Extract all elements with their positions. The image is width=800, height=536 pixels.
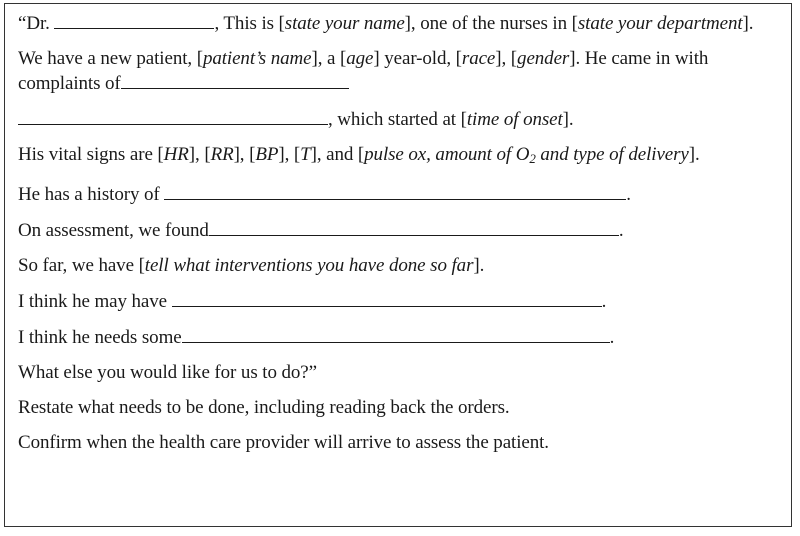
doctor-name-blank bbox=[54, 11, 214, 29]
complaints-continued-blank bbox=[18, 107, 328, 125]
patient-text: ], a [ bbox=[311, 48, 347, 69]
greeting-text: ], one of the nurses in [ bbox=[404, 13, 578, 34]
request-line bbox=[18, 361, 783, 385]
placeholder-interventions: tell what interventions you have done so far bbox=[144, 255, 474, 276]
complaints-blank bbox=[121, 71, 349, 89]
patient-text: ] year-old, [ bbox=[373, 48, 462, 69]
assessment-blank bbox=[209, 218, 619, 236]
greeting-text: ]. bbox=[742, 13, 754, 34]
placeholder-age: age bbox=[346, 48, 374, 69]
onset-text: ]. bbox=[562, 109, 574, 130]
diagnosis-text: . bbox=[601, 291, 607, 312]
placeholder-race: race bbox=[461, 48, 496, 69]
vitals-text: ], [ bbox=[278, 144, 301, 165]
restate-line bbox=[18, 396, 783, 420]
diagnosis-text: I think he may have bbox=[18, 291, 167, 312]
needs-line bbox=[18, 325, 783, 350]
oxygen-subscript: 2 bbox=[529, 151, 536, 166]
needs-text: I think he needs some bbox=[18, 327, 182, 348]
assessment-text: . bbox=[618, 220, 624, 241]
vitals-text: ], [ bbox=[233, 144, 256, 165]
patient-text: ]. He came in with complaints of bbox=[18, 48, 709, 94]
patient-text: We have a new patient, [ bbox=[18, 48, 203, 69]
needs-blank bbox=[182, 325, 610, 343]
restate-text: Restate what needs to be done, including reading back the orders. bbox=[18, 397, 510, 418]
vital-signs-line bbox=[18, 143, 783, 171]
placeholder-bp: BP bbox=[255, 144, 279, 165]
placeholder-rr: RR bbox=[210, 144, 234, 165]
onset-text: , which started at [ bbox=[328, 109, 467, 130]
assessment-line bbox=[18, 218, 783, 243]
greeting-line bbox=[18, 11, 783, 36]
patient-line bbox=[18, 47, 783, 96]
history-line bbox=[18, 182, 783, 207]
placeholder-hr: HR bbox=[163, 144, 189, 165]
placeholder-time-of-onset: time of onset bbox=[466, 109, 563, 130]
history-text: . bbox=[626, 184, 631, 205]
placeholder-temperature: T bbox=[300, 144, 311, 165]
history-blank bbox=[164, 182, 626, 200]
placeholder-gender: gender bbox=[517, 48, 570, 69]
needs-text: . bbox=[609, 327, 615, 348]
placeholder-name: state your name bbox=[284, 13, 405, 34]
interventions-line bbox=[18, 254, 783, 278]
greeting-text: “Dr. bbox=[18, 13, 50, 34]
placeholder-department: state your department bbox=[577, 13, 743, 34]
vitals-text: His vital signs are [ bbox=[18, 144, 164, 165]
vitals-text: ], [ bbox=[188, 144, 211, 165]
placeholder-pulse-ox: pulse ox, amount of O bbox=[364, 144, 530, 165]
sbar-script bbox=[18, 11, 783, 455]
history-text: He has a history of bbox=[18, 184, 160, 205]
onset-line bbox=[18, 107, 783, 132]
interventions-text: ]. bbox=[473, 255, 485, 276]
vitals-text: ], and [ bbox=[310, 144, 365, 165]
patient-text: ], [ bbox=[495, 48, 518, 69]
request-text: What else you would like for us to do?” bbox=[18, 362, 317, 383]
diagnosis-blank bbox=[172, 289, 602, 307]
greeting-text: , This is [ bbox=[214, 13, 285, 34]
diagnosis-line bbox=[18, 289, 783, 314]
vitals-text: ]. bbox=[688, 144, 700, 165]
placeholder-patient-name: patient’s name bbox=[202, 48, 312, 69]
assessment-text: On assessment, we found bbox=[18, 220, 209, 241]
placeholder-delivery: and type of delivery bbox=[535, 144, 689, 165]
confirm-text: Confirm when the health care provider will arrive to assess the patient. bbox=[18, 432, 549, 453]
confirm-line bbox=[18, 431, 783, 455]
interventions-text: So far, we have [ bbox=[18, 255, 145, 276]
